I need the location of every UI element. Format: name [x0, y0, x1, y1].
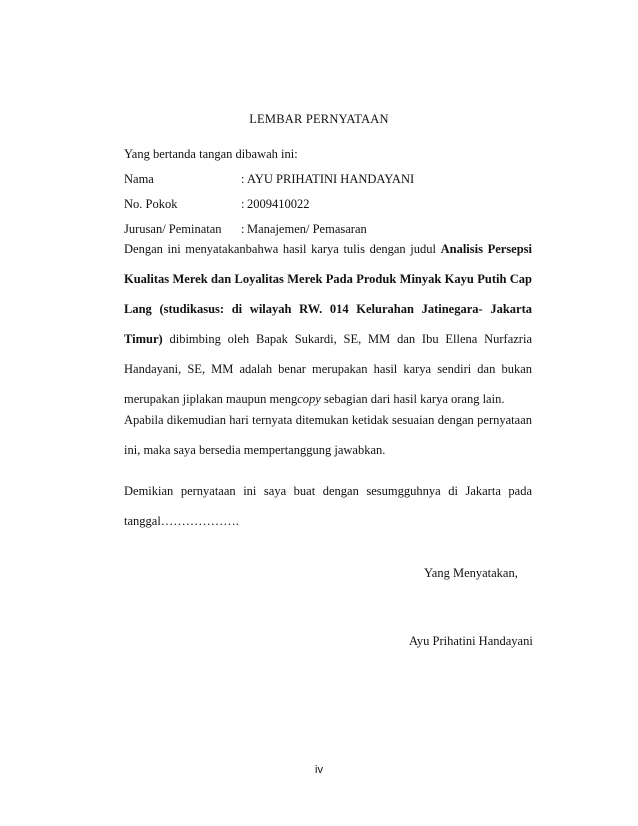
thesis-title-part: Analisis Persepsi: [440, 242, 533, 256]
paragraph-line: Handayani, SE, MM adalah benar merupakan hasil karya sendiri dan bukan: [124, 362, 532, 376]
text-span: merupakan jiplakan maupun meng: [124, 392, 298, 406]
field-nama: [124, 172, 414, 187]
paragraph-line: Apabila dikemudian hari ternyata ditemukan ketidak sesuaian dengan pernyataan: [124, 413, 532, 427]
text-span: dibimbing oleh Bapak Sukardi, SE, MM dan Ibu Ellena Nurfazria: [162, 332, 532, 346]
intro-text: Yang bertanda tangan dibawah ini:: [124, 147, 298, 161]
paragraph-line: ini, maka saya bersedia mempertanggung jawabkan.: [124, 443, 386, 457]
field-colon: :: [241, 222, 245, 236]
paragraph-line: [124, 330, 532, 360]
text-span: Dengan ini menyatakanbahwa hasil karya tulis dengan judul: [124, 242, 441, 256]
signature-name: Ayu Prihatini Handayani: [409, 634, 533, 648]
field-label: Jurusan/ Peminatan: [124, 222, 222, 236]
field-label: No. Pokok: [124, 197, 178, 211]
paragraph-line: Lang (studikasus: di wilayah RW. 014 Kelurahan Jatinegara- Jakarta: [124, 302, 532, 316]
signature-label: Yang Menyatakan,: [424, 566, 518, 580]
paragraph-line: Kualitas Merek dan Loyalitas Merek Pada Produk Minyak Kayu Putih Cap: [124, 272, 532, 286]
field-no-pokok: [124, 197, 310, 212]
paragraph-line: Demikian pernyataan ini saya buat dengan sesumgguhnya di Jakarta pada: [124, 484, 532, 498]
page-title: LEMBAR PERNYATAAN: [249, 112, 389, 126]
field-value: AYU PRIHATINI HANDAYANI: [247, 172, 415, 186]
statement-paragraph: [124, 240, 532, 420]
field-colon: :: [241, 172, 245, 186]
paragraph-line: tanggal……………….: [124, 514, 239, 528]
field-colon: :: [241, 197, 245, 211]
paragraph-line: [124, 240, 532, 270]
consequence-paragraph: [124, 411, 532, 471]
field-value: 2009410022: [247, 197, 310, 211]
thesis-title-part: Timur): [124, 332, 163, 346]
closing-paragraph: [124, 482, 532, 542]
page-number: iv: [315, 764, 323, 776]
field-label: Nama: [124, 172, 154, 186]
field-value: Manajemen/ Pemasaran: [247, 222, 367, 236]
italic-word: copy: [297, 392, 321, 406]
text-span: sebagian dari hasil karya orang lain.: [320, 392, 505, 406]
field-jurusan: [124, 222, 367, 237]
